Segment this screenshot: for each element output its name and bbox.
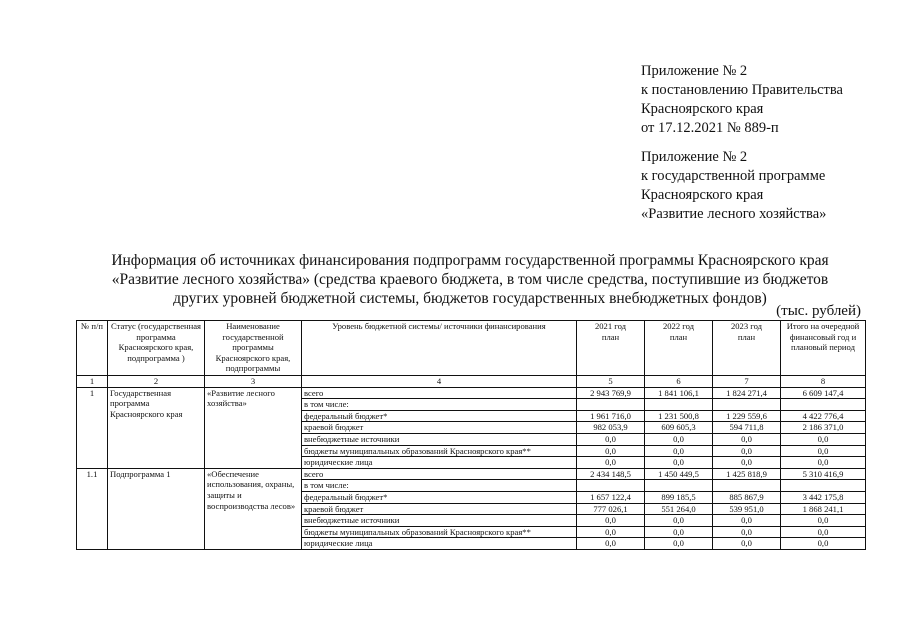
appendix-line: к постановлению Правительства: [641, 82, 843, 98]
value-total-cell: 0,0: [781, 445, 866, 457]
appendix-line: Приложение № 2: [641, 149, 748, 165]
value-2022-cell: [645, 399, 713, 411]
header-year-label: 2023 год: [730, 321, 763, 331]
header-year-2021: [577, 321, 645, 376]
column-index: 8: [781, 376, 866, 388]
value-2021-cell: 1 657 122,4: [577, 491, 645, 503]
value-2021-cell: 0,0: [577, 526, 645, 538]
header-name: Наименование государственной программы Красноярского края, подпрограммы: [205, 321, 302, 376]
value-total-cell: 0,0: [781, 433, 866, 445]
title-line: Информация об источниках финансирования подпрограмм государственной программы Красноярского края: [111, 252, 829, 269]
value-2023-cell: 1 824 271,4: [713, 387, 781, 399]
group-status-cell: Государственная программа Красноярского края: [108, 387, 205, 468]
value-2023-cell: [713, 480, 781, 492]
value-2023-cell: 0,0: [713, 526, 781, 538]
value-2021-cell: 0,0: [577, 433, 645, 445]
header-plan-label: план: [669, 331, 688, 342]
value-2021-cell: 0,0: [577, 445, 645, 457]
value-2022-cell: 0,0: [645, 433, 713, 445]
value-total-cell: 5 310 416,9: [781, 468, 866, 480]
appendix-line: Приложение № 2: [641, 63, 748, 79]
funding-source-cell: в том числе:: [302, 480, 577, 492]
table-row: [77, 468, 866, 480]
column-index: 5: [577, 376, 645, 388]
value-2022-cell: [645, 480, 713, 492]
financing-table: [76, 320, 866, 550]
appendix-block-resolution: [641, 62, 843, 138]
funding-source-cell: внебюджетные источники: [302, 433, 577, 445]
column-index: 6: [645, 376, 713, 388]
value-2022-cell: 551 264,0: [645, 503, 713, 515]
funding-source-cell: бюджеты муниципальных образований Красноярского края**: [302, 526, 577, 538]
group-name-cell: «Развитие лесного хозяйства»: [205, 387, 302, 468]
funding-source-cell: юридические лица: [302, 457, 577, 469]
document-title: [40, 251, 900, 308]
group-status-cell: Подпрограмма 1: [108, 468, 205, 549]
value-2022-cell: 0,0: [645, 526, 713, 538]
value-2022-cell: 1 231 500,8: [645, 410, 713, 422]
column-index: 3: [205, 376, 302, 388]
column-index: 4: [302, 376, 577, 388]
value-2023-cell: 885 867,9: [713, 491, 781, 503]
column-index: 1: [77, 376, 108, 388]
title-line: других уровней бюджетной системы, бюджетов государственных внебюджетных фондов): [173, 290, 767, 307]
value-2021-cell: 0,0: [577, 515, 645, 527]
appendix-block-program: [641, 148, 826, 224]
funding-source-cell: краевой бюджет: [302, 422, 577, 434]
header-year-2023: [713, 321, 781, 376]
value-2023-cell: 539 951,0: [713, 503, 781, 515]
value-2023-cell: 1 425 818,9: [713, 468, 781, 480]
value-2023-cell: 0,0: [713, 433, 781, 445]
funding-source-cell: в том числе:: [302, 399, 577, 411]
value-2022-cell: 899 185,5: [645, 491, 713, 503]
group-name-cell: «Обеспечение использования, охраны, защиты и воспроизводства лесов»: [205, 468, 302, 549]
value-2023-cell: 0,0: [713, 445, 781, 457]
table-row: [77, 387, 866, 399]
group-number-cell: 1: [77, 387, 108, 468]
value-2021-cell: 2 434 148,5: [577, 468, 645, 480]
appendix-line: к государственной программе: [641, 168, 826, 184]
value-total-cell: [781, 399, 866, 411]
value-2022-cell: 1 841 106,1: [645, 387, 713, 399]
header-num: № п/п: [77, 321, 108, 376]
funding-source-cell: бюджеты муниципальных образований Красноярского края**: [302, 445, 577, 457]
value-2023-cell: 0,0: [713, 515, 781, 527]
column-index: 2: [108, 376, 205, 388]
value-2022-cell: 0,0: [645, 457, 713, 469]
value-total-cell: 0,0: [781, 538, 866, 550]
header-year-label: 2021 год: [594, 321, 627, 331]
header-plan-label: план: [601, 331, 620, 342]
value-2022-cell: 0,0: [645, 538, 713, 550]
value-2021-cell: [577, 399, 645, 411]
value-2023-cell: 0,0: [713, 538, 781, 550]
value-total-cell: 0,0: [781, 526, 866, 538]
units-label: (тыс. рублей): [776, 303, 861, 319]
value-2022-cell: 0,0: [645, 515, 713, 527]
funding-source-cell: федеральный бюджет*: [302, 410, 577, 422]
value-2023-cell: 1 229 559,6: [713, 410, 781, 422]
value-2021-cell: 982 053,9: [577, 422, 645, 434]
appendix-line: Красноярского края: [641, 101, 764, 117]
title-line: «Развитие лесного хозяйства» (средства краевого бюджета, в том числе средства, поступившие из бюджетов: [111, 271, 829, 288]
value-2023-cell: 594 711,8: [713, 422, 781, 434]
header-level: Уровень бюджетной системы/ источники финансирования: [302, 321, 577, 376]
header-total: Итого на очередной финансовый год и плановый период: [781, 321, 866, 376]
value-total-cell: 0,0: [781, 515, 866, 527]
value-total-cell: 2 186 371,0: [781, 422, 866, 434]
value-2023-cell: 0,0: [713, 457, 781, 469]
funding-source-cell: краевой бюджет: [302, 503, 577, 515]
value-total-cell: 1 868 241,1: [781, 503, 866, 515]
value-2023-cell: [713, 399, 781, 411]
funding-source-cell: всего: [302, 387, 577, 399]
value-2022-cell: 609 605,3: [645, 422, 713, 434]
group-number-cell: 1.1: [77, 468, 108, 549]
column-index-row: [77, 376, 866, 388]
value-2021-cell: 1 961 716,0: [577, 410, 645, 422]
value-2021-cell: 2 943 769,9: [577, 387, 645, 399]
funding-source-cell: всего: [302, 468, 577, 480]
value-2021-cell: 0,0: [577, 538, 645, 550]
appendix-line: Красноярского края: [641, 187, 764, 203]
value-2022-cell: 1 450 449,5: [645, 468, 713, 480]
value-total-cell: 3 442 175,8: [781, 491, 866, 503]
funding-source-cell: внебюджетные источники: [302, 515, 577, 527]
value-total-cell: 6 609 147,4: [781, 387, 866, 399]
funding-source-cell: юридические лица: [302, 538, 577, 550]
value-2022-cell: 0,0: [645, 445, 713, 457]
value-2021-cell: [577, 480, 645, 492]
appendix-line: «Развитие лесного хозяйства»: [641, 206, 827, 222]
appendix-line: от 17.12.2021 № 889-п: [641, 120, 779, 136]
header-year-2022: [645, 321, 713, 376]
value-total-cell: 0,0: [781, 457, 866, 469]
column-index: 7: [713, 376, 781, 388]
value-total-cell: [781, 480, 866, 492]
header-plan-label: план: [737, 331, 756, 342]
value-2021-cell: 0,0: [577, 457, 645, 469]
header-year-label: 2022 год: [662, 321, 695, 331]
header-status: Статус (государственная программа Красноярского края, подпрограмма ): [108, 321, 205, 376]
value-2021-cell: 777 026,1: [577, 503, 645, 515]
funding-source-cell: федеральный бюджет*: [302, 491, 577, 503]
value-total-cell: 4 422 776,4: [781, 410, 866, 422]
